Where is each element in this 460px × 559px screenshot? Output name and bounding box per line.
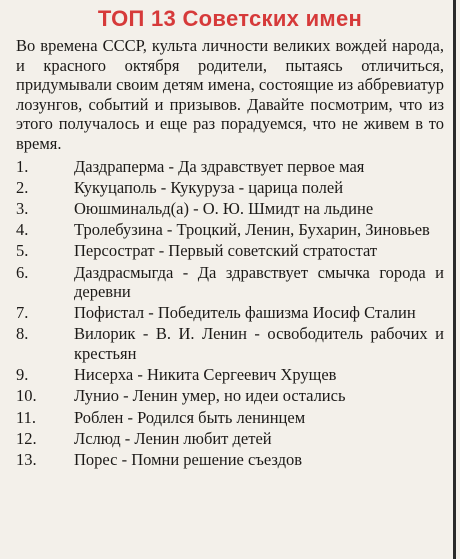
page-border (453, 0, 456, 559)
item-number: 5. (16, 241, 29, 261)
list-item (16, 429, 444, 449)
list-item (16, 303, 444, 323)
item-number: 9. (16, 365, 29, 385)
item-text: Роблен - Родился быть ленинцем (74, 407, 306, 427)
item-text: Порес - Помни решение съездов (74, 450, 303, 469)
list-item (16, 157, 444, 177)
item-text: Нисерха - Никита Сергеевич Хрущев (74, 365, 337, 385)
item-text: Тролебузина - Троцкий, Ленин, Бухарин, Зиновьев (74, 220, 430, 240)
item-text: Даздрасмыгда - Да здравствует смычка города и деревни (74, 262, 444, 302)
item-text: Кукуцаполь - Кукуруза - царица полей (74, 177, 344, 197)
item-number: 4. (16, 220, 29, 240)
list-item (16, 450, 444, 470)
list-item (16, 324, 444, 363)
names-list (16, 157, 444, 470)
item-text: Лунио - Ленин умер, но идеи остались (74, 386, 346, 406)
item-text: Персострат - Первый советский стратостат (74, 241, 378, 261)
list-item (16, 199, 444, 219)
item-number: 1. (16, 156, 29, 176)
item-number: 10. (16, 386, 37, 406)
item-number: 3. (16, 198, 29, 218)
item-number: 6. (16, 262, 29, 282)
list-item (16, 178, 444, 198)
item-number: 11. (16, 407, 37, 427)
item-number: 8. (16, 324, 29, 344)
list-item (16, 263, 444, 302)
list-item (16, 241, 444, 261)
item-text: Оюшминальд(а) - О. Ю. Шмидт на льдине (74, 198, 374, 218)
item-text: Вилорик - В. И. Ленин - освободитель рабочих и крестьян (74, 324, 444, 364)
item-number: 7. (16, 303, 29, 323)
item-text: Пофистал - Победитель фашизма Иосиф Сталин (74, 303, 416, 323)
item-number: 2. (16, 177, 29, 197)
list-item (16, 220, 444, 240)
item-number: 12. (16, 428, 37, 448)
intro-paragraph: Во времена СССР, культа личности великих вождей народа, и красного октября родители, пытаясь отличиться, придумывали своим детям имена, состоящие из аббревиатур лозунгов, событий и призывов. Давайте посмотрим, что из этого получалось и еще раз порадуемся, что не живем в то время. (16, 36, 444, 153)
item-number: 13. (16, 450, 37, 469)
list-item (16, 408, 444, 428)
item-text: Лслюд - Ленин любит детей (74, 428, 272, 448)
item-text: Даздраперма - Да здравствует первое мая (74, 156, 365, 176)
page-title: ТОП 13 Советских имен (97, 6, 363, 31)
list-item (16, 386, 444, 406)
list-item (16, 365, 444, 385)
